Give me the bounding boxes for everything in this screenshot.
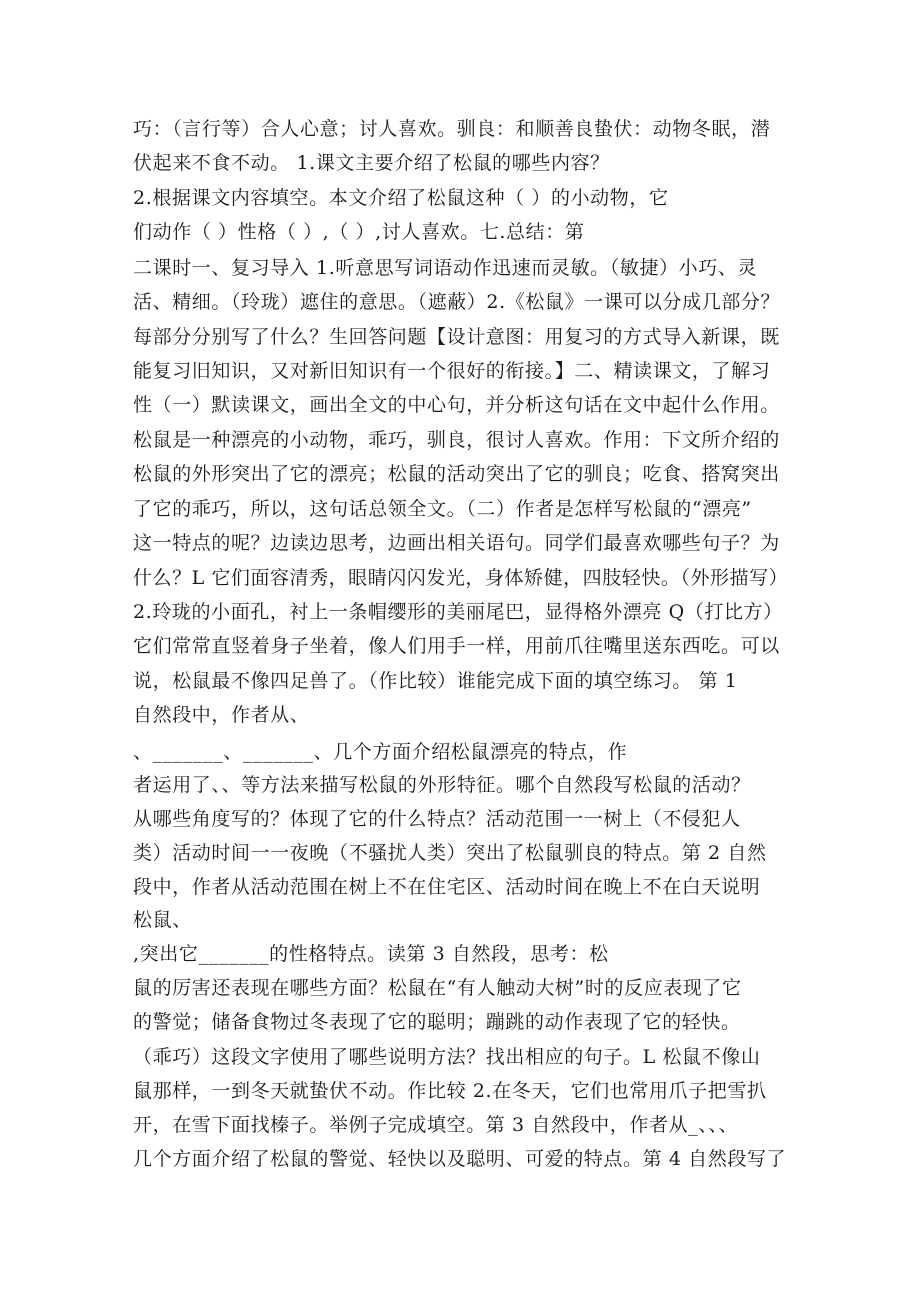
text-line: 鼠的厉害还表现在哪些方面？松鼠在“有人触动大树”时的反应表现了它 bbox=[133, 977, 742, 999]
text-line: 伏起来不食不动。 1.课文主要介绍了松鼠的哪些内容？ bbox=[133, 152, 610, 174]
text-line: 2.根据课文内容填空。本文介绍了松鼠这种（ ）的小动物，它 bbox=[133, 187, 669, 209]
text-line: ,突出它_______的性格特点。读第 3 自然段，思考：松 bbox=[133, 943, 609, 965]
text-line: 几个方面介绍了松鼠的警觉、轻快以及聪明、可爱的特点。第 4 自然段写了 bbox=[133, 1148, 787, 1170]
text-line: 松鼠是一种漂亮的小动物，乖巧，驯良，很讨人喜欢。作用：下文所介绍的 bbox=[133, 429, 780, 451]
text-line: 开，在雪下面找榛子。举例子完成填空。第 3 自然段中，作者从_、、、 bbox=[133, 1114, 739, 1136]
text-line: 这一特点的呢？边读边思考，边画出相关语句。同学们最喜欢哪些句子？为 bbox=[133, 532, 780, 554]
text-line: 巧：（言行等）合人心意；讨人喜欢。驯良：和顺善良蛰伏：动物冬眠，潜 bbox=[133, 118, 771, 140]
text-line: 什么？L 它们面容清秀，眼睛闪闪发光，身体矫健，四肢轻快。（外形描写） bbox=[133, 567, 789, 589]
text-line: 松鼠、 bbox=[133, 909, 192, 931]
text-line: 性（一）默读课文，画出全文的中心句，并分析这句话在文中起什么作用。 bbox=[133, 394, 780, 416]
text-line: 者运用了、、等方法来描写松鼠的外形特征。哪个自然段写松鼠的活动？ bbox=[133, 774, 751, 796]
text-line: （乖巧）这段文字使用了哪些说明方法？找出相应的句子。L 松鼠不像山 bbox=[133, 1046, 761, 1068]
text-line: 们动作（ ）性格（ ）,（ ）,讨人喜欢。七.总结：第 bbox=[133, 221, 585, 243]
text-line: 活、精细。（玲珑）遮住的意思。（遮蔽）2.《松鼠》一课可以分成几部分？ bbox=[133, 291, 781, 313]
text-line: 说，松鼠最不像四足兽了。（作比较）谁能完成下面的填空练习。 第 1 bbox=[133, 670, 738, 692]
text-line: 从哪些角度写的？体现了它的什么特点？活动范围一一树上（不侵犯人 bbox=[133, 808, 741, 830]
text-line: 了它的乖巧，所以，这句话总领全文。（二）作者是怎样写松鼠的“漂亮” bbox=[133, 498, 752, 520]
text-line: 2.玲珑的小面孔，衬上一条帽缨形的美丽尾巴，显得格外漂亮 Q（打比方） bbox=[133, 601, 783, 623]
text-line: 、_______、_______、几个方面介绍松鼠漂亮的特点，作 bbox=[133, 741, 628, 763]
text-line: 松鼠的外形突出了它的漂亮；松鼠的活动突出了它的驯良；吃食、搭窝突出 bbox=[133, 463, 780, 485]
text-line: 鼠那样，一到冬天就蛰伏不动。作比较 2.在冬天，它们也常用爪子把雪扒 bbox=[133, 1080, 767, 1102]
text-line: 段中，作者从活动范围在树上不在住宅区、活动时间在晚上不在白天说明 bbox=[133, 876, 761, 898]
text-line: 自然段中，作者从、 bbox=[133, 704, 310, 726]
text-line: 每部分分别写了什么？生回答问题【设计意图：用复习的方式导入新课，既 bbox=[133, 326, 780, 348]
text-line: 它们常常直竖着身子坐着，像人们用手一样，用前爪往嘴里送东西吃。可以 bbox=[133, 635, 780, 657]
text-line: 的警觉；储备食物过冬表现了它的聪明；蹦跳的动作表现了它的轻快。 bbox=[133, 1011, 741, 1033]
text-line: 能复习旧知识，又对新旧知识有一个很好的衔接。】二、精读课文，了解习 bbox=[133, 360, 771, 382]
text-line: 类）活动时间一一夜晚（不骚扰人类）突出了松鼠驯良的特点。第 2 自然 bbox=[133, 842, 767, 864]
text-line: 二课时一、复习导入 1.听意思写词语动作迅速而灵敏。（敏捷）小巧、灵 bbox=[133, 257, 758, 279]
